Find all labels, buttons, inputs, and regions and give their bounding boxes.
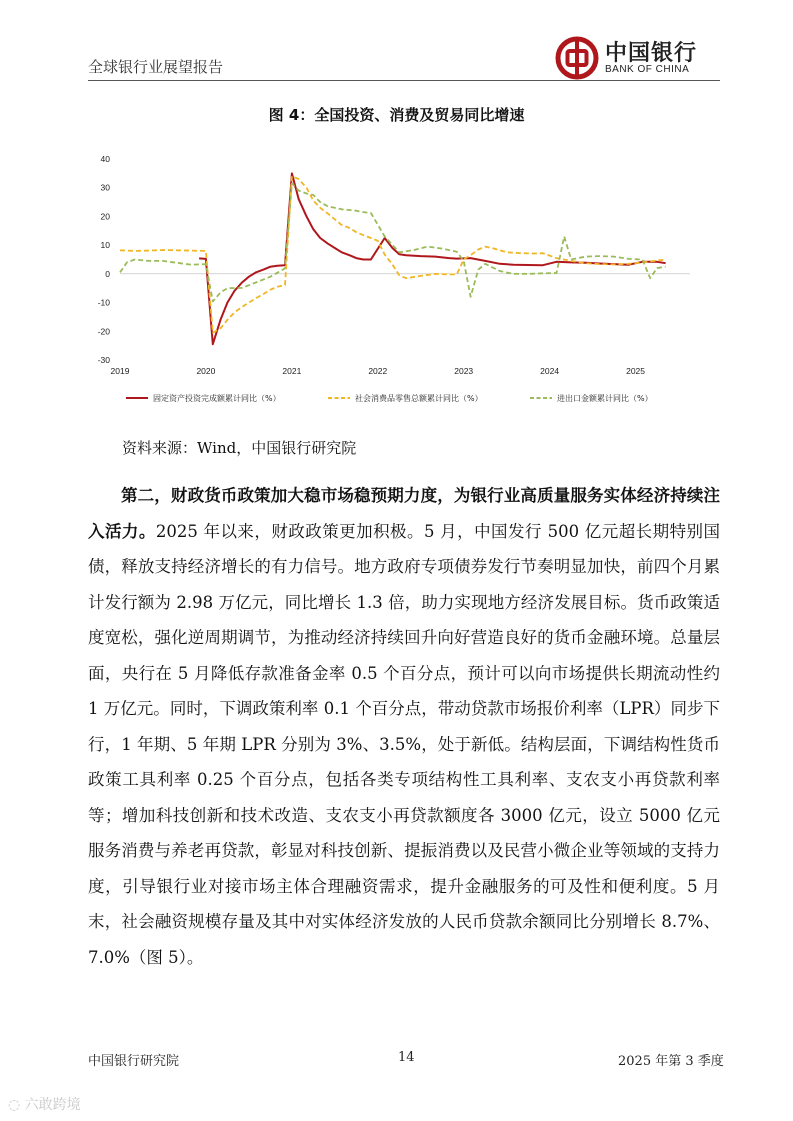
report-title: 全球银行业展望报告	[88, 58, 224, 76]
legend-label-3: 进出口金额累计同比（%）	[557, 394, 653, 403]
x-tick-label: 2022	[368, 366, 388, 376]
x-tick-label: 2024	[540, 366, 560, 376]
series-line-1	[199, 173, 665, 344]
series-line-2	[120, 176, 666, 333]
bank-of-china-logo-icon	[555, 36, 599, 80]
body-paragraph	[88, 478, 720, 975]
footer-period: 2025 年第 3 季度	[618, 1054, 724, 1069]
y-tick-label: 10	[100, 240, 110, 251]
paragraph-lead: 第二，财政货币政策加大稳市场稳预期力度，为银行业高质量服务实体经济持续注入活力。	[88, 486, 720, 541]
x-tick-label: 2020	[196, 366, 216, 376]
paragraph-text: 2025 年以来，财政政策更加积极。5 月，中国发行 500 亿元超长期特别国债，释放支持经济增长的有力信号。地方政府专项债券发行节奏明显加快，前四个月累计发行额为 2.98 万亿元，同比增长 1.3 倍，助力实现地方经济发展目标。货币政策适度宽松，强化逆周期调节，为推动经济持续回升向好营造良好的货币金融环境。总量层面，央行在 5 月降低存款准备金率 0.5 个百分点，预计可以向市场提供长期流动性约 1 万亿元。同时，下调政策利率 0.1 个百分点，带动贷款市场报价利率（LPR）同步下行，1 年期、5 年期 LPR 分别为 3%、3.5%，处于新低。结构层面，下调结构性货币政策工具利率 0.25 个百分点，包括各类专项结构性工具利率、支农支小再贷款利率等；增加科技创新和技术改造、支农支小再贷款额度各 3000 亿元，设立 5000 亿元服务消费与养老再贷款，彰显对科技创新、提振消费以及民营小微企业等领域的支持力度，引导银行业对接市场主体合理融资需求，提升金融服务的可及性和便利度。5 月末，社会融资规模存量及其中对实体经济发放的人民币贷款余额同比分别增长 8.7%、7.0%（图 5）。	[88, 521, 720, 967]
page-number: 14	[398, 1050, 415, 1065]
x-tick-label: 2025	[626, 366, 646, 376]
x-tick-label: 2019	[110, 366, 130, 376]
footer-institute: 中国银行研究院	[88, 1054, 180, 1069]
line-chart	[88, 150, 720, 415]
y-tick-label: 30	[100, 182, 110, 193]
y-tick-label: -20	[97, 326, 110, 337]
watermark	[8, 1094, 81, 1114]
header-divider	[88, 80, 720, 81]
bank-logo	[555, 36, 715, 80]
y-tick-label: -10	[97, 297, 110, 308]
legend-label-2: 社会消费品零售总额累计同比（%）	[355, 394, 483, 403]
y-tick-label: 40	[100, 154, 110, 164]
y-tick-label: 0	[105, 268, 110, 279]
watermark-logo-icon: ◌	[8, 1097, 21, 1113]
x-tick-label: 2021	[282, 366, 302, 376]
y-tick-label: -30	[97, 355, 110, 365]
logo-chinese-name: 中国银行	[605, 40, 698, 66]
figure-title: 图 4：全国投资、消费及贸易同比增速	[268, 106, 525, 124]
figure-source: 资料来源：Wind，中国银行研究院	[122, 439, 357, 457]
series-line-3	[120, 183, 666, 301]
logo-english-name: BANK OF CHINA	[605, 64, 690, 75]
legend-label-1: 固定资产投资完成额累计同比（%）	[153, 394, 281, 403]
x-tick-label: 2023	[454, 366, 474, 376]
y-tick-label: 20	[100, 211, 110, 222]
watermark-text: 六敢跨境	[24, 1097, 81, 1113]
